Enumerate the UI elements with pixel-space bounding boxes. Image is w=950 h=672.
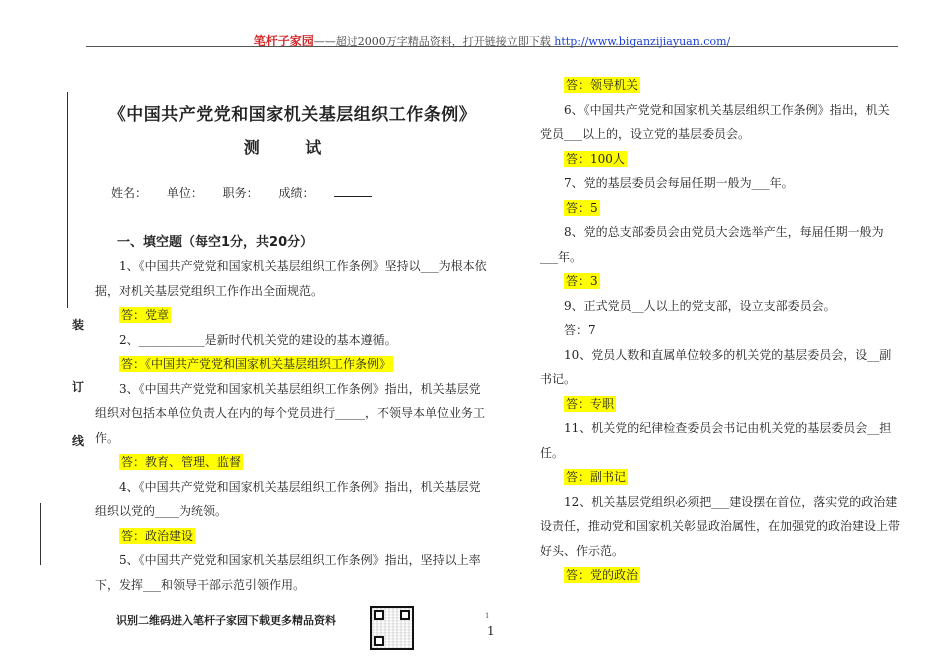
qr-code-icon[interactable] xyxy=(370,606,414,650)
question-text: 1、《中国共产党党和国家机关基层组织工作条例》坚持以___为根本依据，对机关基层党组织工作作出全面规范。 xyxy=(95,259,487,298)
binding-char-zhuang: 装 xyxy=(72,318,85,332)
question-text: 7、党的基层委员会每届任期一般为___年。 xyxy=(564,176,794,190)
answer-text: 答：100人 xyxy=(566,151,625,166)
page-number: 1 xyxy=(487,624,495,638)
qr-finder-icon xyxy=(374,636,384,646)
answer-line xyxy=(95,450,490,475)
answer-text: 答：党章 xyxy=(121,308,170,322)
answer-line xyxy=(540,73,900,98)
question-text: 10、党员人数和直属单位较多的机关党的基层委员会，设__副书记。 xyxy=(540,347,892,386)
left-question-list xyxy=(95,254,490,597)
binding-char-xian: 线 xyxy=(72,434,85,448)
question-text: 11、机关党的纪律检查委员会书记由机关党的基层委员会__担任。 xyxy=(540,421,892,460)
exam-info xyxy=(111,184,490,201)
binding-char-ding: 订 xyxy=(72,380,85,394)
answer-text: 答：教育、管理、监督 xyxy=(121,455,242,469)
header-tagline: ——超过2000万字精品资料，打开链接立即下载 xyxy=(313,35,551,48)
left-column xyxy=(95,100,490,597)
answer-line xyxy=(95,352,490,377)
answer-line xyxy=(540,269,900,294)
answer-line xyxy=(540,147,900,172)
question-text: 9、正式党员__人以上的党支部，设立支部委员会。 xyxy=(564,298,836,313)
question-text: 8、党的总支部委员会由党员大会选举产生，每届任期一般为___年。 xyxy=(540,225,884,264)
footer-qr-caption: 识别二维码进入笔杆子家园下载更多精品资料 xyxy=(116,614,336,627)
exam-info-label: 姓名： 单位： 职务： 成绩： xyxy=(111,186,315,200)
answer-line xyxy=(540,563,900,588)
score-blank[interactable] xyxy=(334,196,372,197)
answer-line xyxy=(540,392,900,417)
question-text: 5、《中国共产党党和国家机关基层组织工作条例》指出，坚持以上率下，发挥___和领导干部示范引领作用。 xyxy=(95,553,481,592)
qr-finder-icon xyxy=(400,610,410,620)
answer-text: 答：5 xyxy=(566,200,598,215)
question-text: 4、《中国共产党党和国家机关基层组织工作条例》指出，机关基层党组织以党的____为统领。 xyxy=(95,479,481,518)
right-question-list xyxy=(540,73,900,588)
answer-line xyxy=(540,465,900,490)
answer-line: 答：7 xyxy=(564,323,596,337)
section-heading: 一、填空题（每空1分，共20分） xyxy=(117,235,314,250)
answer-text: 答：专职 xyxy=(566,396,615,411)
site-link[interactable]: http://www.biganzijiayuan.com/ xyxy=(554,35,731,48)
answer-line xyxy=(95,303,490,328)
answer-text: 答：3 xyxy=(566,274,598,288)
header-divider xyxy=(86,46,898,47)
answer-text: 答：副书记 xyxy=(566,470,627,484)
question-text: 12、机关基层党组织必须把___建设摆在首位，落实党的政治建设责任，推动党和国家机关彰显政治属性，在加强党的政治建设上带好头、作示范。 xyxy=(540,494,901,558)
answer-line xyxy=(540,196,900,221)
brand-name: 笔杆子家园 xyxy=(253,34,314,48)
page-subtitle: 测 试 xyxy=(243,138,342,157)
binding-line-bottom xyxy=(40,503,41,565)
question-text: 3、《中国共产党党和国家机关基层组织工作条例》指出，机关基层党组织对包括本单位负责人在内的每个党员进行_____，不领导本单位业务工作。 xyxy=(95,381,486,445)
answer-line xyxy=(95,524,490,549)
answer-text: 答：《中国共产党党和国家机关基层组织工作条例》 xyxy=(121,357,392,371)
right-column xyxy=(540,73,900,588)
answer-text: 答：领导机关 xyxy=(566,78,639,92)
binding-line-top xyxy=(67,92,68,308)
qr-finder-icon xyxy=(374,610,384,620)
question-text: 6、《中国共产党党和国家机关基层组织工作条例》指出，机关党员___以上的，设立党的基层委员会。 xyxy=(540,102,890,141)
answer-text: 答：党的政治 xyxy=(566,568,639,582)
answer-text: 答：政治建设 xyxy=(121,528,194,543)
page-number-small: 1 xyxy=(485,612,490,620)
question-text: 2、___________是新时代机关党的建设的基本遵循。 xyxy=(119,332,397,347)
page-title: 《中国共产党党和国家机关基层组织工作条例》 xyxy=(108,105,477,125)
